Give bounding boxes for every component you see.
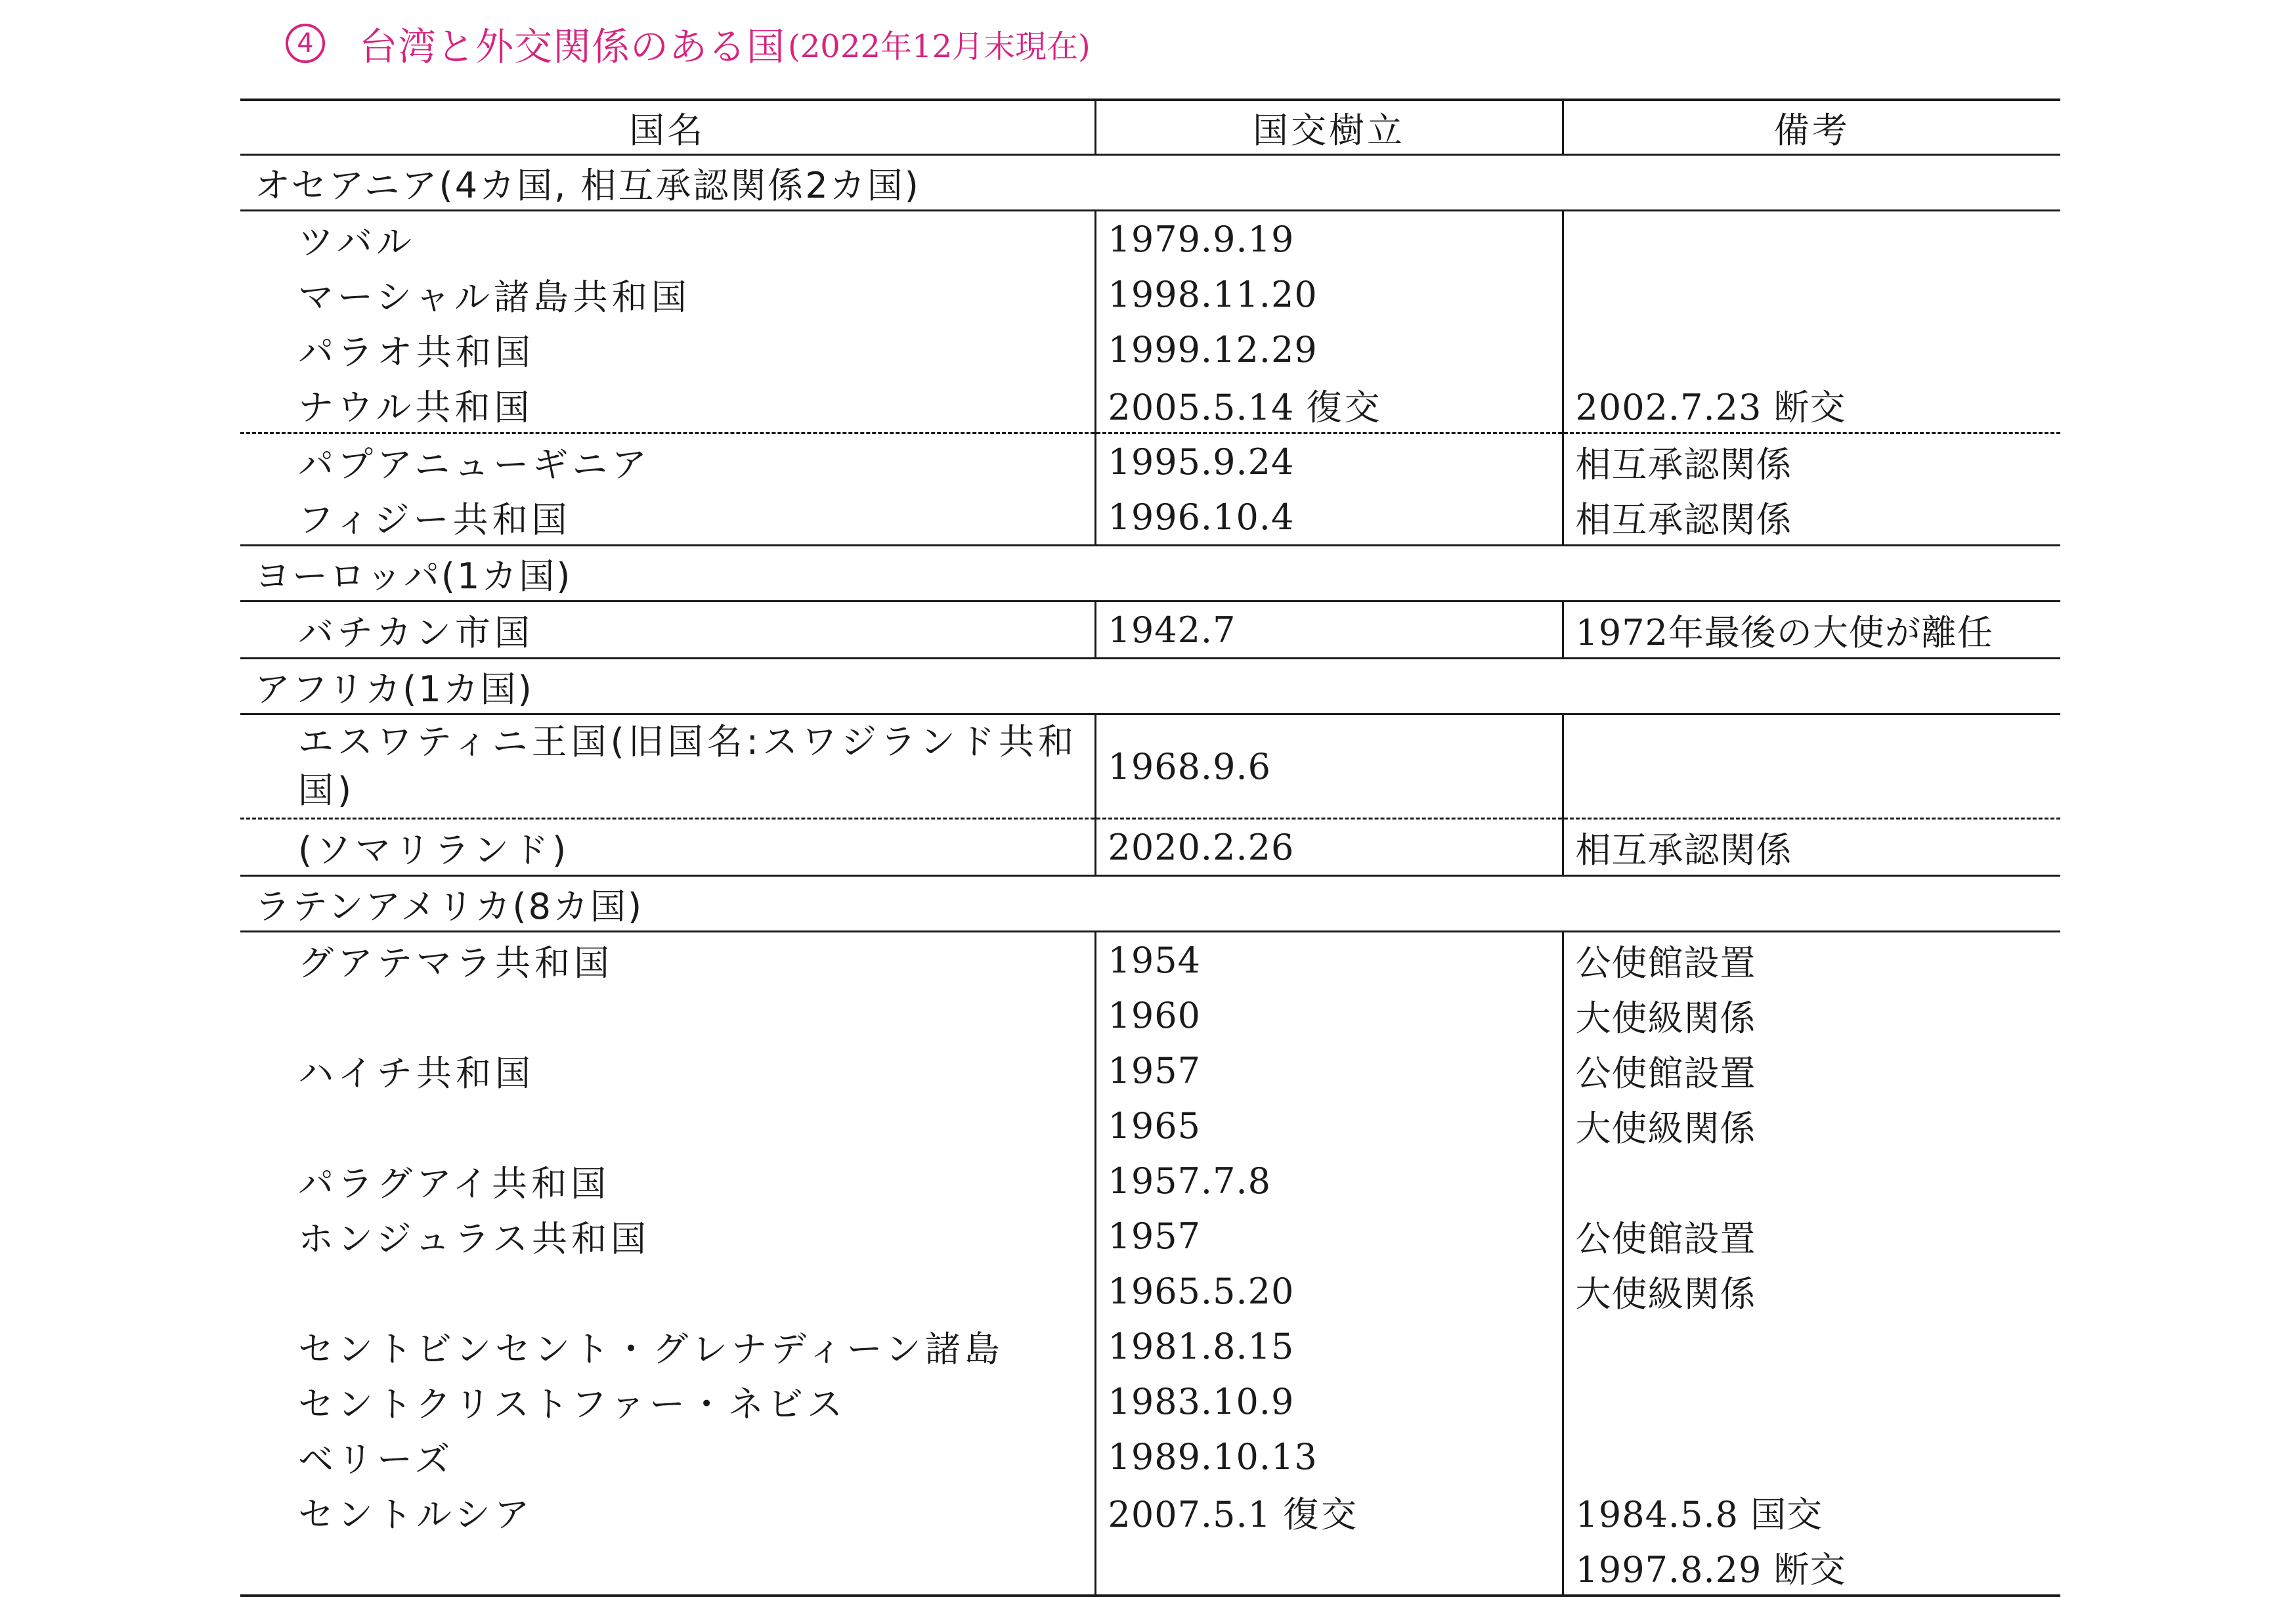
- table-row: [240, 1319, 2060, 1374]
- region-label: ヨーロッパ(1カ国): [240, 546, 2060, 602]
- region-label: アフリカ(1カ国): [240, 659, 2060, 714]
- table-row: [240, 1484, 2060, 1539]
- remarks-cell: 公使館設置: [1563, 1208, 2060, 1263]
- established-date-cell: [1095, 322, 1563, 377]
- country-name-cell: マーシャル諸島共和国: [298, 276, 691, 318]
- established-date-cell: [1095, 1539, 1563, 1594]
- table-row: [240, 489, 2060, 546]
- column-header-country: 国名: [240, 101, 1095, 155]
- remarks-cell: 相互承認関係: [1563, 489, 2060, 546]
- established-date-cell: [1095, 602, 1563, 659]
- page-subtitle: (2022年12月末現在): [788, 28, 1091, 65]
- remarks-cell: [1563, 211, 2060, 267]
- established-date-cell: [1095, 1429, 1563, 1484]
- table-row: [240, 988, 2060, 1043]
- established-date: 2007.5.1: [1108, 1493, 1271, 1535]
- remarks-cell: 1984.5.8 国交: [1563, 1484, 2060, 1539]
- established-date: 1979.9.19: [1108, 218, 1295, 260]
- table-row: [240, 1539, 2060, 1594]
- table-row: [240, 714, 2060, 819]
- country-name-cell: (ソマリランド): [240, 819, 1095, 876]
- country-name-cell: [240, 988, 1095, 1043]
- established-date: 1957.7.8: [1108, 1160, 1271, 1202]
- established-date: 1998.11.20: [1108, 273, 1318, 315]
- established-date: 1999.12.29: [1108, 328, 1318, 370]
- remarks-cell: 公使館設置: [1563, 932, 2060, 988]
- country-name-cell: フィジー共和国: [298, 498, 571, 540]
- column-header-established: 国交樹立: [1095, 101, 1563, 155]
- country-name-cell: エスワティニ王国(旧国名:スワジランド共和国): [298, 721, 1077, 811]
- established-date-cell: [1095, 1208, 1563, 1263]
- country-name-cell: セントクリストファー・ネビス: [298, 1383, 847, 1425]
- established-date: 1954: [1108, 939, 1201, 981]
- established-date: 1965: [1108, 1105, 1201, 1147]
- remarks-cell: [1563, 1374, 2060, 1429]
- established-date: 1996.10.4: [1108, 496, 1295, 538]
- table-row: [240, 602, 2060, 659]
- region-label: ラテンアメリカ(8カ国): [240, 876, 2060, 932]
- remarks-cell: 公使館設置: [1563, 1043, 2060, 1098]
- table-row: [240, 211, 2060, 267]
- established-date-cell: [1095, 1484, 1563, 1539]
- column-header-remarks: 備考: [1563, 101, 2060, 155]
- country-name-cell: [240, 1539, 1095, 1594]
- table-body: [240, 155, 2060, 1595]
- remarks-cell: [1563, 1153, 2060, 1208]
- established-date-suffix: 復交: [1283, 1493, 1360, 1535]
- established-date-cell: [1095, 433, 1563, 490]
- table-row: [240, 377, 2060, 433]
- country-name-cell: ホンジュラス共和国: [298, 1217, 650, 1259]
- established-date-cell: [1095, 1098, 1563, 1153]
- region-row: [240, 876, 2060, 932]
- table-row: [240, 433, 2060, 490]
- remarks-cell: [1563, 322, 2060, 377]
- established-date-cell: [1095, 714, 1563, 819]
- table-row: [240, 1429, 2060, 1484]
- country-name-cell: セントビンセント・グレナディーン諸島: [298, 1328, 1004, 1370]
- table-row: [240, 1374, 2060, 1429]
- established-date: 1989.10.13: [1108, 1435, 1318, 1477]
- established-date: 1981.8.15: [1108, 1325, 1295, 1367]
- established-date-cell: [1095, 1319, 1563, 1374]
- region-row: [240, 155, 2060, 211]
- remarks-cell: 大使級関係: [1563, 1263, 2060, 1319]
- table-header-row: [240, 101, 2060, 155]
- page-title: 台湾と外交関係のある国: [359, 24, 786, 69]
- country-name-cell: ツバル: [298, 221, 416, 263]
- established-date-suffix: 復交: [1306, 386, 1383, 428]
- region-row: [240, 659, 2060, 714]
- remarks-cell: 2002.7.23 断交: [1563, 377, 2060, 433]
- established-date: 1968.9.6: [1108, 745, 1271, 787]
- country-name-cell: バチカン市国: [298, 611, 534, 653]
- established-date-cell: [1095, 1263, 1563, 1319]
- established-date-cell: [1095, 267, 1563, 322]
- country-name-cell: パラオ共和国: [298, 331, 534, 373]
- region-row: [240, 546, 2060, 602]
- table-row: [240, 1208, 2060, 1263]
- established-date: 2020.2.26: [1108, 826, 1295, 868]
- country-name-cell: [240, 1098, 1095, 1153]
- established-date: 1965.5.20: [1108, 1270, 1295, 1312]
- country-name-cell: [240, 1263, 1095, 1319]
- table-row: [240, 819, 2060, 876]
- diplomatic-relations-table: [240, 98, 2060, 1597]
- established-date: 1957: [1108, 1049, 1201, 1091]
- established-date-cell: [1095, 1153, 1563, 1208]
- country-name-cell: ハイチ共和国: [298, 1052, 534, 1094]
- section-number-badge: 4: [286, 24, 325, 63]
- established-date: 1960: [1108, 994, 1201, 1036]
- remarks-cell: 1997.8.29 断交: [1563, 1539, 2060, 1594]
- established-date: 1983.10.9: [1108, 1380, 1295, 1422]
- table-row: [240, 322, 2060, 377]
- country-name-cell: ナウル共和国: [298, 386, 534, 428]
- country-name-cell: セントルシア: [298, 1493, 534, 1535]
- established-date-cell: [1095, 819, 1563, 876]
- remarks-cell: 相互承認関係: [1563, 433, 2060, 490]
- country-name-cell: グアテマラ共和国: [298, 942, 613, 984]
- remarks-cell: [1563, 714, 2060, 819]
- table-row: [240, 932, 2060, 988]
- established-date-cell: [1095, 489, 1563, 546]
- country-name-cell: パラグアイ共和国: [298, 1162, 611, 1204]
- established-date-cell: [1095, 211, 1563, 267]
- remarks-cell: [1563, 1429, 2060, 1484]
- remarks-cell: [1563, 1319, 2060, 1374]
- remarks-cell: 相互承認関係: [1563, 819, 2060, 876]
- established-date-cell: [1095, 932, 1563, 988]
- page-heading: [286, 12, 1091, 75]
- country-name-cell: パプアニューギニア: [240, 433, 1095, 490]
- table-row: [240, 1098, 2060, 1153]
- established-date-cell: [1095, 1043, 1563, 1098]
- table-row: [240, 267, 2060, 322]
- remarks-cell: 1972年最後の大使が離任: [1563, 602, 2060, 659]
- established-date: 2005.5.14: [1108, 386, 1295, 428]
- table-row: [240, 1153, 2060, 1208]
- region-label: オセアニア(4カ国, 相互承認関係2カ国): [240, 155, 2060, 211]
- established-date: 1957: [1108, 1215, 1201, 1257]
- established-date-cell: [1095, 1374, 1563, 1429]
- remarks-cell: [1563, 267, 2060, 322]
- table-row: [240, 1263, 2060, 1319]
- remarks-cell: 大使級関係: [1563, 1098, 2060, 1153]
- established-date-cell: [1095, 377, 1563, 433]
- established-date: 1995.9.24: [1108, 441, 1295, 483]
- established-date: 1942.7: [1108, 609, 1236, 651]
- country-name-cell: ベリーズ: [298, 1438, 454, 1480]
- table-row: [240, 1043, 2060, 1098]
- remarks-cell: 大使級関係: [1563, 988, 2060, 1043]
- established-date-cell: [1095, 988, 1563, 1043]
